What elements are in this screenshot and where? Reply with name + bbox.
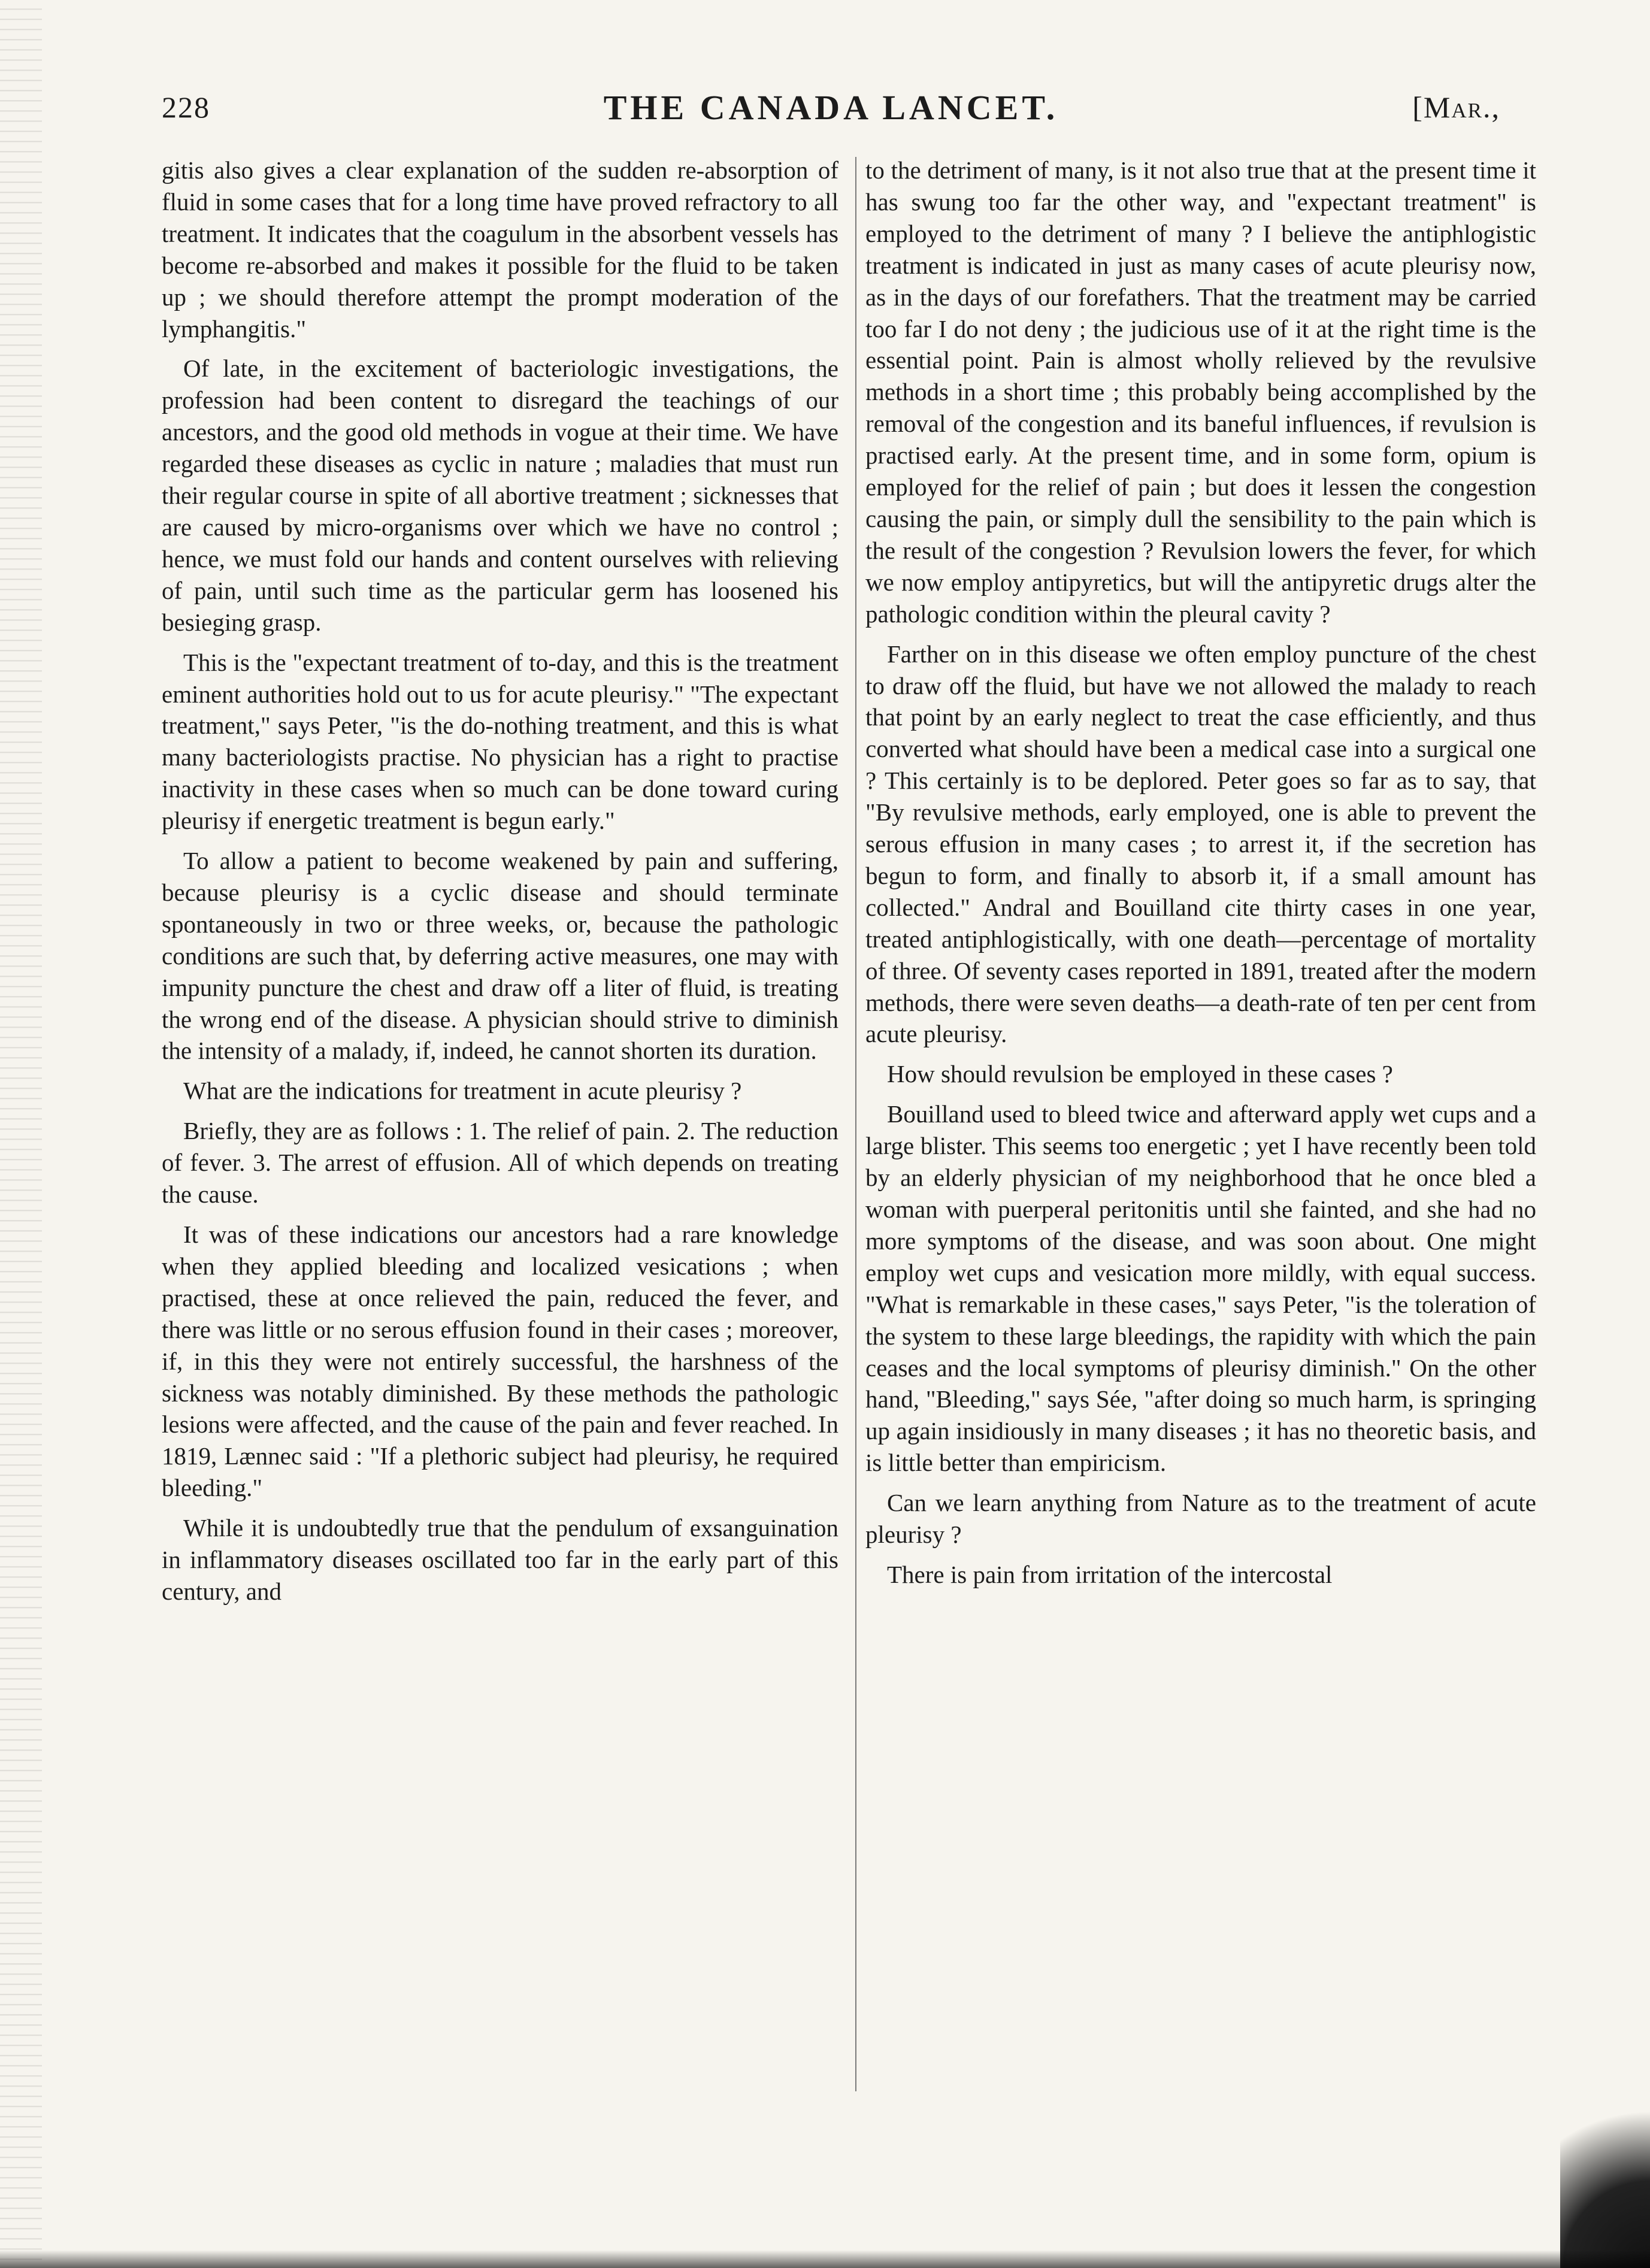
paragraph: There is pain from irritation of the intercostal xyxy=(887,1560,1333,1588)
left-column xyxy=(162,155,838,1616)
paragraph: Farther on in this disease we often employ puncture of the chest to draw off the fluid, but have we not allowed the malady to reach that point by an early neglect to treat the case efficiently, and thus converted what should have been a medical case into a surgical one ? This certainly is to be deplored. Peter goes so far as to say, that "By revulsive methods, early employed, one is able to prevent the serous effusion in many cases ; to arrest it, if the secretion has begun to form, and finally to absorb it, if a small amount has collected." Andral and Bouilland cite thirty cases in one year, treated antiphlogistically, with one death—percentage of mortality of three. Of seventy cases reported in 1891, treated after the modern methods, there were seven deaths—a death-rate of ten per cent from acute pleurisy. xyxy=(865,640,1536,1048)
running-header xyxy=(162,90,1500,132)
journal-title: THE CANADA LANCET. xyxy=(603,88,1059,127)
binding-edge xyxy=(0,0,42,2268)
paragraph: What are the indications for treatment in acute pleurisy ? xyxy=(183,1077,742,1105)
bottom-edge-shadow xyxy=(0,2250,1650,2268)
paragraph: To allow a patient to become weakened by pain and suffering, because pleurisy is a cyclic disease and should terminate spontaneously in two or three weeks, or, because the pathologic conditions are such that, by deferring active measures, one may with impunity puncture the chest and draw off a liter of fluid, is treating the wrong end of the disease. A physician should strive to diminish the intensity of a malady, if, indeed, he cannot shorten its duration. xyxy=(162,847,838,1065)
paragraph: Bouilland used to bleed twice and afterward apply wet cups and a large blister. This seems too energetic ; yet I have recently been told by an elderly physician of my neighborhood that he once bled a woman with puerperal peritonitis until she fainted, and she had no more symptoms of the disease, and was soon about. One might employ wet cups and vesication more mildly, with equal success. "What is remarkable in these cases," says Peter, "is the toleration of the system to these large bleedings, the rapidity with which the pain ceases and the local symptoms of pleurisy diminish." On the other hand, "Bleeding," says Sée, "after doing so much harm, is springing up again insidiously in many diseases ; it has no theoretic basis, and is little better than empiricism. xyxy=(865,1100,1536,1477)
paragraph: While it is undoubtedly true that the pendulum of exsanguination in inflammatory diseases oscillated too far in the early part of this century, and xyxy=(162,1514,838,1605)
column-divider xyxy=(855,157,856,2091)
paragraph: It was of these indications our ancestors had a rare knowledge when they applied bleeding and localized vesications ; when practised, these at once relieved the pain, reduced the fever, and there was little or no serous effusion found in their cases ; moreover, if, in this they were not entirely successful, the harshness of the sickness was notably diminished. By these methods the pathologic lesions were affected, and the cause of the pain and fever reached. In 1819, Lænnec said : "If a plethoric subject had pleurisy, he required bleeding." xyxy=(162,1221,838,1502)
paragraph: Briefly, they are as follows : 1. The relief of pain. 2. The reduction of fever. 3. The arrest of effusion. All of which depends on treating the cause. xyxy=(162,1117,838,1209)
paragraph: This is the "expectant treatment of to-day, and this is the treatment eminent authorities hold out to us for acute pleurisy." "The expectant treatment," says Peter, "is the do-nothing treatment, and this is what many bacteriologists practise. No physician has a right to practise inactivity in these cases when so much can be done toward curing pleurisy if energetic treatment is begun early." xyxy=(162,648,838,835)
paragraph: Can we learn anything from Nature as to the treatment of acute pleurisy ? xyxy=(865,1489,1536,1549)
page-corner-shadow xyxy=(1560,2070,1650,2268)
paragraph: Of late, in the excitement of bacteriologic investigations, the profession had been content to disregard the teachings of our ancestors, and the good old methods in vogue at their time. We have regarded these diseases as cyclic in nature ; maladies that must run their regular course in spite of all abortive treatment ; sicknesses that are caused by micro-organisms over which we have no control ; hence, we must fold our hands and content ourselves with relieving of pain, until such time as the particular germ has loosened his besieging grasp. xyxy=(162,355,838,636)
issue-month: [Mar., xyxy=(1412,90,1500,124)
page-number: 228 xyxy=(162,90,210,124)
paragraph: How should revulsion be employed in these cases ? xyxy=(887,1060,1393,1088)
paragraph: to the detriment of many, is it not also true that at the present time it has swung too far the other way, and "expectant treatment" is employed to the detriment of many ? I believe the antiphlogistic treatment is indicated in just as many cases of acute pleurisy now, as in the days of our forefathers. That the treatment may be carried too far I do not deny ; the judicious use of it at the right time is the essential point. Pain is almost wholly relieved by the revulsive methods in a short time ; this probably being accomplished by the removal of the congestion and its baneful influences, if revulsion is practised early. At the present time, and in some form, opium is employed for the relief of pain ; but does it lessen the congestion causing the pain, or simply dull the sensibility to the pain which is the result of the congestion ? Revulsion lowers the fever, for which we now employ antipyretics, but will the antipyretic drugs alter the pathologic condition within the pleural cavity ? xyxy=(865,156,1536,628)
right-column xyxy=(865,155,1536,1599)
paragraph: gitis also gives a clear explanation of the sudden re-absorption of fluid in some cases that for a long time have proved refractory to all treatment. It indicates that the coagulum in the absorbent vessels has become re-absorbed and makes it possible for the fluid to be taken up ; we should therefore attempt the prompt moderation of the lymphangitis." xyxy=(162,156,838,343)
